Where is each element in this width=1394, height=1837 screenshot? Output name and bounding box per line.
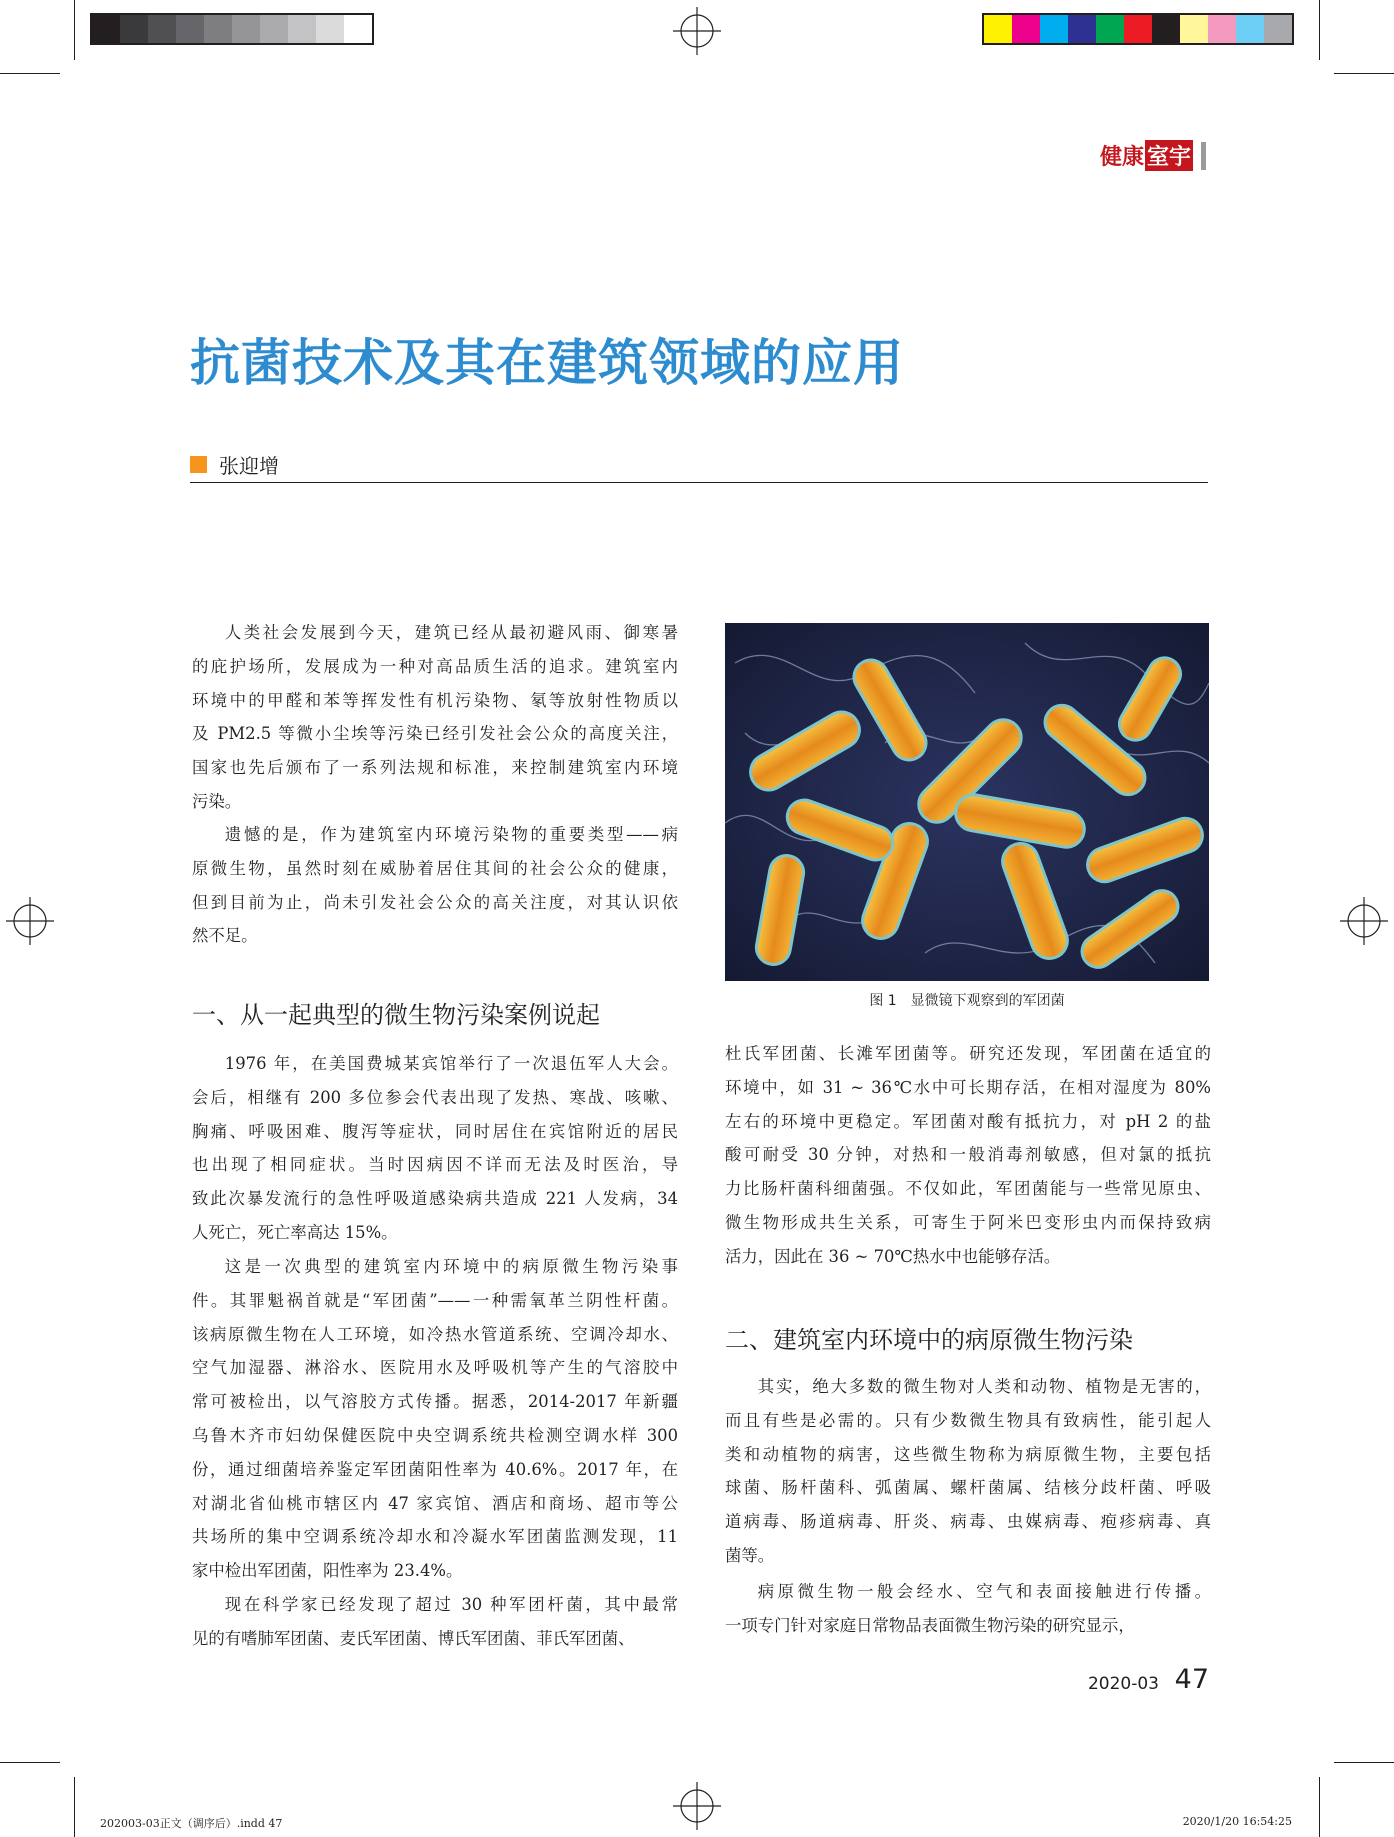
text-line: 杜氏军团菌、长滩军团菌等。研究还发现，军团菌在适宜的 [725, 1044, 1211, 1063]
intro-paragraph-2 [192, 818, 678, 953]
section-tag [1100, 140, 1206, 171]
color-swatch [288, 15, 316, 43]
text-line: 胸痛、呼吸困难、腹泻等症状，同时居住在宾馆附近的居民 [192, 1121, 678, 1141]
text-line: 然不足。 [192, 926, 258, 946]
figure-caption-text: 显微镜下观察到的军团菌 [910, 993, 1065, 1009]
text-line: 会后，相继有 200 多位参会代表出现了发热、寒战、咳嗽、 [192, 1087, 678, 1107]
color-swatch [1040, 15, 1068, 43]
text-line: 微生物形成共生关系，可寄生于阿米巴变形虫内而保持致病 [725, 1212, 1211, 1232]
color-swatch [316, 15, 344, 43]
text-line: 致此次暴发流行的急性呼吸道感染病共造成 221 人发病，34 [192, 1189, 678, 1209]
author-marker-icon [190, 456, 207, 473]
text-line: 见的有嗜肺军团菌、麦氏军团菌、博氏军团菌、菲氏军团菌、 [192, 1628, 635, 1648]
color-swatch [176, 15, 204, 43]
registration-mark-top [673, 7, 721, 55]
text-line: 1976 年，在美国费城某宾馆举行了一次退伍军人大会。 [224, 1054, 678, 1073]
text-line: 该病原微生物在人工环境，如冷热水管道系统、空调冷却水、 [192, 1324, 678, 1344]
text-line: 家中检出军团菌，阳性率为 23.4%。 [192, 1561, 463, 1581]
color-swatch [1236, 15, 1264, 43]
text-line: 类和动植物的病害，这些微生物称为病原微生物，主要包括 [725, 1444, 1211, 1464]
registration-mark-bottom [673, 1782, 721, 1830]
text-line: 人死亡，死亡率高达 15%。 [192, 1222, 398, 1242]
process-color-bar [982, 13, 1294, 45]
grayscale-color-bar [90, 13, 374, 45]
text-line: 原微生物，虽然时刻在威胁着居住其间的社会公众的健康， [192, 858, 678, 878]
color-swatch [1152, 15, 1180, 43]
text-line: 左右的环境中更稳定。军团菌对酸有抵抗力，对 pH 2 的盐 [725, 1111, 1211, 1131]
author-name: 张迎增 [219, 454, 279, 478]
print-slug-filename: 202003-03正文（调序后）.indd 47 [100, 1817, 283, 1830]
text-line: 酸可耐受 30 分钟，对热和一般消毒剂敏感，但对氯的抵抗 [725, 1145, 1211, 1165]
section-heading-1: 一、从一起典型的微生物污染案例说起 [192, 1001, 600, 1029]
print-slug-timestamp: 2020/1/20 16:54:25 [1182, 1815, 1292, 1828]
microorganism-paragraph [725, 1370, 1211, 1573]
text-line: 及 PM2.5 等微小尘埃等污染已经引发社会公众的高度关注， [192, 724, 678, 744]
typical-paragraph [192, 1250, 678, 1588]
text-line: 球菌、肠杆菌科、弧菌属、螺杆菌属、结核分歧杆菌、呼吸 [725, 1478, 1211, 1498]
color-swatch [1068, 15, 1096, 43]
text-line: 力比肠杆菌科细菌强。不仅如此，军团菌能与一些常见原虫、 [725, 1179, 1211, 1199]
article-title: 抗菌技术及其在建筑领域的应用 [190, 334, 904, 392]
color-swatch [344, 15, 372, 43]
registration-mark-right [1340, 897, 1388, 945]
text-line: 遗憾的是，作为建筑室内环境污染物的重要类型——病 [224, 825, 678, 844]
text-line: 活力，因此在 36 ~ 70℃热水中也能够存活。 [725, 1246, 1061, 1266]
text-line: 病原微生物一般会经水、空气和表面接触进行传播。 [757, 1582, 1211, 1601]
color-swatch [232, 15, 260, 43]
color-swatch [204, 15, 232, 43]
text-line: 但到目前为止，尚未引发社会公众的高关注度，对其认识依 [192, 892, 678, 912]
color-swatch [1124, 15, 1152, 43]
color-swatch [260, 15, 288, 43]
color-swatch [148, 15, 176, 43]
color-swatch [1208, 15, 1236, 43]
page-number: 47 [1174, 1664, 1209, 1695]
text-line: 一项专门针对家庭日常物品表面微生物污染的研究显示， [725, 1615, 1135, 1635]
registration-mark-left [6, 897, 54, 945]
figure-caption-number: 图 1 [869, 993, 897, 1009]
transmission-paragraph [725, 1575, 1211, 1643]
text-line: 道病毒、肠道病毒、肝炎、病毒、虫媒病毒、疱疹病毒、真 [725, 1512, 1211, 1532]
text-line: 菌等。 [725, 1545, 775, 1565]
figure-caption [725, 990, 1209, 1010]
text-line: 件。其罪魁祸首就是“军团菌”——一种需氧革兰阴性杆菌。 [192, 1290, 678, 1310]
color-swatch [1180, 15, 1208, 43]
text-line: 的庇护场所，发展成为一种对高品质生活的追求。建筑室内 [192, 656, 678, 676]
color-swatch [1012, 15, 1040, 43]
text-line: 环境中的甲醛和苯等挥发性有机污染物、氡等放射性物质以 [192, 690, 678, 710]
author-byline [190, 450, 279, 479]
text-line: 份，通过细菌培养鉴定军团菌阳性率为 40.6%。2017 年，在 [192, 1459, 678, 1479]
color-swatch [1264, 15, 1292, 43]
text-line: 国家也先后颁布了一系列法规和标准，来控制建筑室内环境 [192, 758, 678, 778]
color-swatch [92, 15, 120, 43]
text-line: 污染。 [192, 791, 242, 811]
text-line: 环境中，如 31 ~ 36℃水中可长期存活，在相对湿度为 80% [725, 1077, 1211, 1097]
text-line: 其实，绝大多数的微生物对人类和动物、植物是无害的， [757, 1377, 1211, 1396]
continued-paragraph [725, 1037, 1211, 1274]
text-line: 而且有些是必需的。只有少数微生物具有致病性，能引起人 [725, 1410, 1211, 1430]
section-tag-part-2: 室宇 [1145, 140, 1193, 171]
text-line: 对湖北省仙桃市辖区内 47 家宾馆、酒店和商场、超市等公 [192, 1493, 678, 1513]
color-swatch [984, 15, 1012, 43]
text-line: 也出现了相同症状。当时因病因不详而无法及时医治，导 [192, 1155, 678, 1175]
section-tag-part-1: 健康 [1099, 145, 1144, 170]
micrograph-image [725, 623, 1209, 981]
title-divider [190, 482, 1208, 483]
text-line: 这是一次典型的建筑室内环境中的病原微生物污染事 [224, 1257, 678, 1276]
text-line: 乌鲁木齐市妇幼保健医院中央空调系统共检测空调水样 300 [192, 1425, 678, 1445]
text-line: 人类社会发展到今天，建筑已经从最初避风雨、御寒暑 [224, 623, 678, 642]
text-line: 空气加湿器、淋浴水、医院用水及呼吸机等产生的气溶胶中 [192, 1358, 678, 1378]
text-line: 现在科学家已经发现了超过 30 种军团杆菌，其中最常 [224, 1595, 678, 1614]
section-tag-bar [1201, 142, 1206, 170]
issue-date: 2020-03 [1087, 1674, 1159, 1694]
color-swatch [120, 15, 148, 43]
section-heading-2: 二、建筑室内环境中的病原微生物污染 [725, 1326, 1133, 1354]
text-line: 常可被检出，以气溶胶方式传播。据悉，2014-2017 年新疆 [192, 1392, 678, 1412]
species-paragraph [192, 1588, 678, 1656]
figure-legionella-micrograph [725, 623, 1209, 981]
color-swatch [1096, 15, 1124, 43]
text-line: 共场所的集中空调系统冷却水和冷凝水军团菌监测发现，11 [192, 1527, 678, 1547]
intro-paragraph-1 [192, 616, 678, 819]
case-paragraph [192, 1047, 678, 1250]
